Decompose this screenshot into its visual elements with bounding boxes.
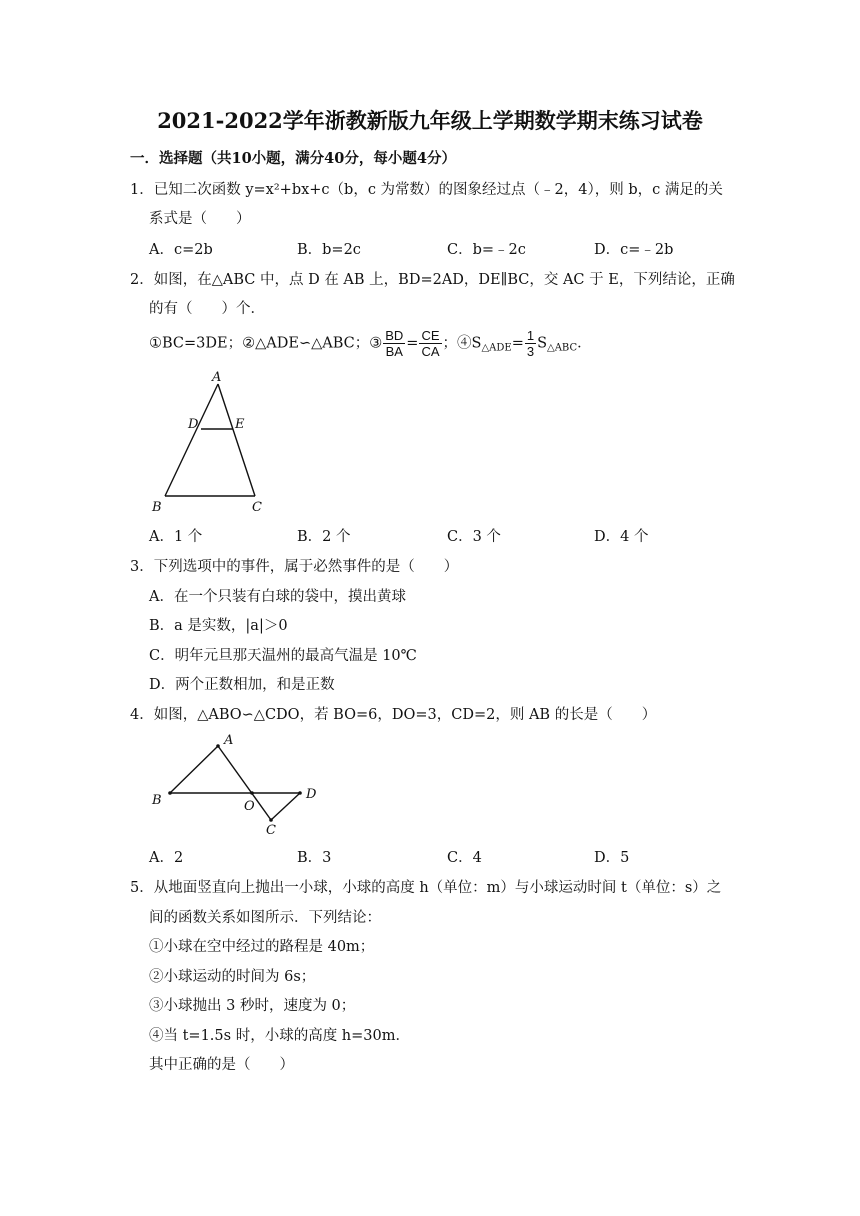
q2-conclusion-4-marker: ④S: [457, 335, 482, 352]
segment-ac: [218, 384, 255, 496]
point-b: [168, 791, 172, 795]
q4-option-c[interactable]: C．4: [447, 850, 482, 866]
q3-option-a[interactable]: A．在一个只装有白球的袋中，摸出黄球: [149, 589, 406, 605]
q2-stem-line1: 2．如图，在△ABC 中，点 D 在 AB 上，BD=2AD，DE∥BC，交 AC 于 E，下列结论，正确: [130, 272, 735, 288]
q4-option-a[interactable]: A．2: [149, 850, 184, 866]
area-subscript-abc: △ABC: [547, 342, 578, 354]
q5-conclusion-4: ④当 t=1.5s 时，小球的高度 h=30m．: [149, 1028, 410, 1044]
q2-conclusion-1: ①BC=3DE；: [149, 335, 243, 352]
q5-question: 其中正确的是（ ）: [149, 1057, 294, 1073]
q5-conclusion-1: ①小球在空中经过的路程是 40m；: [149, 939, 375, 955]
q4-stem: 4．如图，△ABO∽△CDO，若 BO=6，DO=3，CD=2，则 AB 的长是（ ）: [130, 707, 657, 723]
q4-option-d[interactable]: D．5: [594, 850, 630, 866]
label-c: C: [266, 823, 276, 838]
area-symbol: S: [537, 335, 548, 352]
q2-option-a[interactable]: A．1 个: [149, 529, 203, 545]
label-e: E: [235, 417, 245, 432]
q4-option-b[interactable]: B．3: [297, 850, 332, 866]
fraction-ce-ca: [419, 328, 441, 359]
q2-option-d[interactable]: D．4 个: [594, 529, 649, 545]
point-a: [216, 744, 220, 748]
q1-stem-line2: 系式是（ ）: [149, 211, 251, 227]
label-d: D: [306, 787, 317, 802]
label-o: O: [244, 799, 255, 814]
point-o: [250, 791, 254, 795]
q3-option-b[interactable]: B．a 是实数，|a|＞0: [149, 618, 288, 634]
area-subscript-ade: △ADE: [481, 342, 512, 354]
q5-stem-line2: 间的函数关系如图所示．下列结论：: [149, 910, 381, 926]
q2-option-c[interactable]: C．3 个: [447, 529, 501, 545]
fraction-denominator: BA: [385, 344, 403, 359]
q5-stem-line1: 5．从地面竖直向上抛出一小球，小球的高度 h（单位：m）与小球运动时间 t（单位：s）之: [130, 880, 722, 896]
q2-conclusion-3-marker: ③: [369, 335, 383, 352]
label-b: B: [152, 793, 162, 808]
q4-similar-triangles-figure: [148, 728, 328, 838]
equals-sign: =: [406, 335, 419, 352]
q3-option-d[interactable]: D．两个正数相加，和是正数: [149, 677, 335, 693]
label-a: A: [212, 370, 222, 385]
fraction-one-third: [525, 328, 536, 359]
label-a: A: [224, 733, 234, 748]
q1-option-b[interactable]: B．b=2c: [297, 242, 361, 258]
q3-stem: 3．下列选项中的事件，属于必然事件的是（ ）: [130, 559, 459, 575]
fraction-bd-ba: [383, 328, 405, 359]
q5-conclusion-3: ③小球抛出 3 秒时，速度为 0；: [149, 998, 356, 1014]
period: ．: [577, 335, 592, 352]
label-c: C: [252, 500, 262, 515]
q2-conclusions: [149, 328, 592, 359]
q2-option-b[interactable]: B．2 个: [297, 529, 351, 545]
equals-sign: =: [511, 335, 524, 352]
fraction-denominator: 3: [526, 344, 535, 359]
label-b: B: [152, 500, 162, 515]
q1-option-c[interactable]: C．b=﹣2c: [447, 242, 526, 258]
q1-stem-line1: 1．已知二次函数 y=x²+bx+c（b，c 为常数）的图象经过点（﹣2，4），则 b，c 满足的关: [130, 182, 723, 198]
point-c: [269, 818, 273, 822]
q5-conclusion-2: ②小球运动的时间为 6s；: [149, 969, 316, 985]
q3-option-c[interactable]: C．明年元旦那天温州的最高气温是 10℃: [149, 648, 417, 664]
semicolon: ；: [442, 335, 458, 352]
q2-conclusion-2: ②△ADE∽△ABC；: [242, 335, 370, 352]
label-d: D: [188, 417, 199, 432]
q1-option-d[interactable]: D．c=﹣2b: [594, 242, 674, 258]
fraction-numerator: CE: [421, 328, 440, 343]
section-heading: 一．选择题（共10小题，满分40分，每小题4分）: [130, 150, 456, 167]
point-d: [298, 791, 302, 795]
q2-stem-line2: 的有（ ）个．: [149, 301, 265, 317]
segment-ba: [170, 746, 218, 793]
fraction-numerator: 1: [526, 328, 535, 343]
fraction-denominator: CA: [421, 344, 440, 359]
q2-triangle-figure: [148, 368, 270, 518]
segment-cd: [271, 793, 300, 820]
page-title: 2021-2022学年浙教新版九年级上学期数学期末练习试卷: [157, 108, 703, 133]
fraction-numerator: BD: [385, 328, 404, 343]
segment-ab: [165, 384, 218, 496]
q1-option-a[interactable]: A．c=2b: [149, 242, 213, 258]
